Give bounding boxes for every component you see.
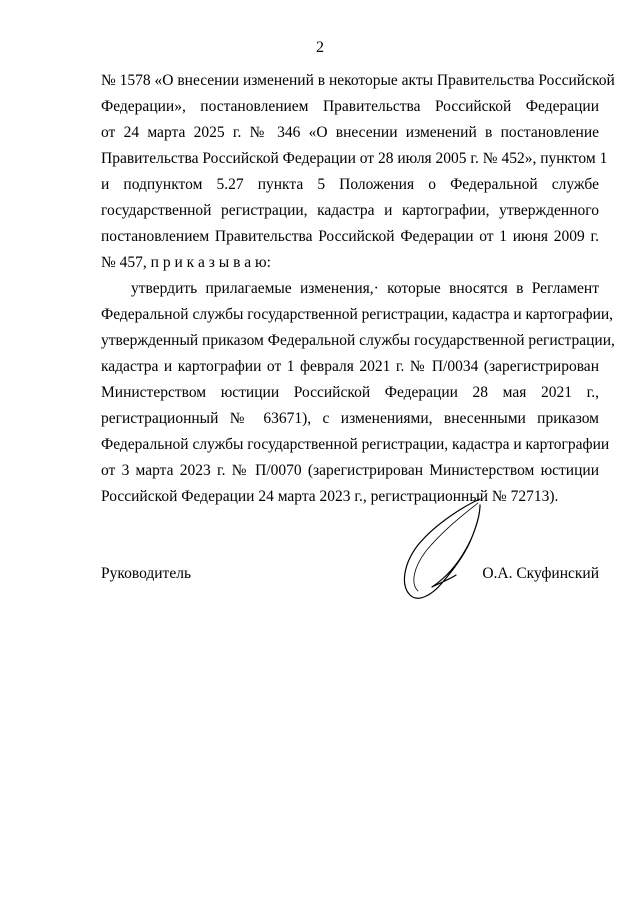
text-line: Российской Федерации 24 марта 2023 г., регистрационный № 72713). [101,488,559,505]
text-line: регистрационный № 63671), с изменениями, внесенными приказом [101,410,599,427]
text-line: кадастра и картографии от 1 февраля 2021 г. № П/0034 (зарегистрирован [101,358,599,375]
handwritten-signature [396,495,496,605]
text-line: Федеральной службы государственной регистрации, кадастра и картографии [101,436,610,453]
text-line: от 24 марта 2025 г. № 346 «О внесении изменений в постановление [101,124,599,141]
text-line: постановлением Правительства Российской Федерации от 1 июня 2009 г. [101,228,599,245]
document-body [101,68,615,510]
text-line: Федеральной службы государственной регистрации, кадастра и картографии, [101,306,614,323]
text-line: Федерации», постановлением Правительства Российской Федерации [101,98,599,115]
text-line: государственной регистрации, кадастра и картографии, утвержденного [101,202,599,219]
text-line: Правительства Российской Федерации от 28 июля 2005 г. № 452», пунктом 1 [101,150,608,167]
page-number: 2 [316,39,324,56]
signatory-title: Руководитель [101,565,192,582]
text-line: Министерством юстиции Российской Федерации 28 мая 2021 г., [101,384,599,401]
signatory-name: О.А. Скуфинский [482,565,599,582]
text-line: от 3 марта 2023 г. № П/0070 (зарегистрирован Министерством юстиции [101,462,599,479]
text-line: и подпунктом 5.27 пункта 5 Положения о Федеральной службе [101,176,599,193]
text-line: № 457, п р и к а з ы в а ю: [101,254,271,271]
paragraph-legal-basis [101,68,615,276]
text-line: утвердить прилагаемые изменения,· которые вносятся в Регламент [131,280,599,297]
text-line: утвержденный приказом Федеральной службы государственной регистрации, [101,332,615,349]
text-line: № 1578 «О внесении изменений в некоторые акты Правительства Российской [101,72,615,89]
paragraph-order [101,276,615,510]
